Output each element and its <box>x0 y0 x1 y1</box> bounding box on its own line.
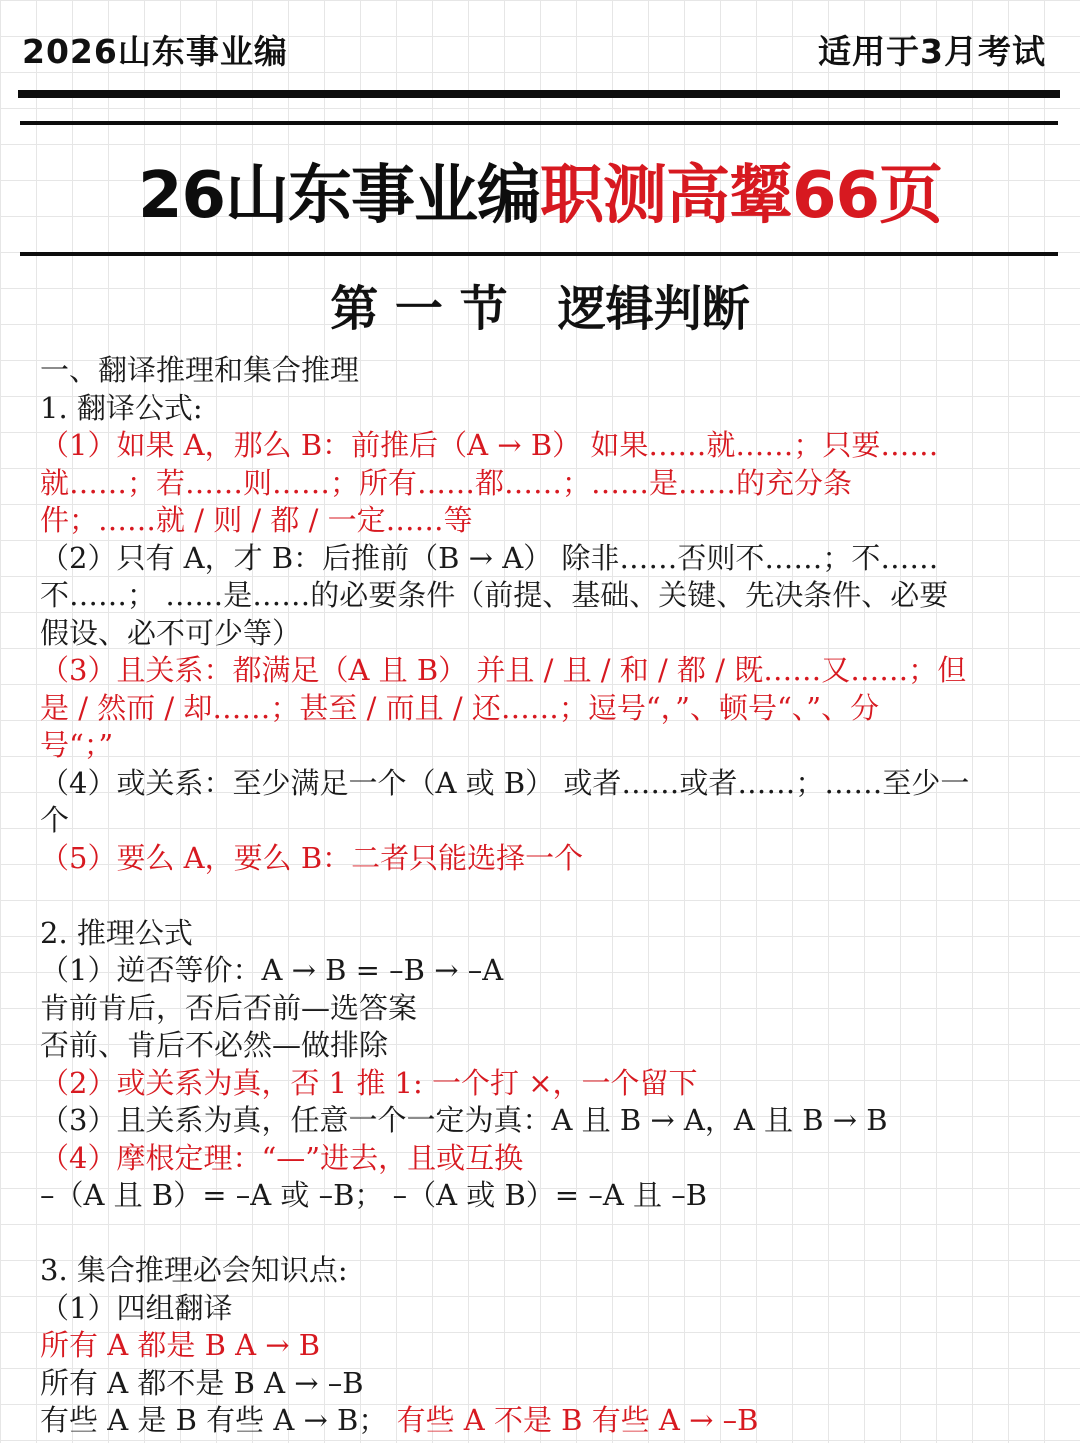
item-only-if-line1: （2）只有 A，才 B：后推前（B → A） 除非……否则不……；不…… <box>40 540 939 575</box>
item-either-or-line1: （5）要么 A，要么 B：二者只能选择一个 <box>40 840 584 875</box>
item-and-relation-line1: （3）且关系：都满足（A 且 B） 并且 / 且 / 和 / 都 / 既……又……；但 <box>40 653 967 687</box>
heading-translation-set-reasoning: 一、翻译推理和集合推理 <box>40 353 360 387</box>
title-rule <box>20 252 1058 256</box>
section-title: 第 一 节 逻辑判断 <box>330 281 750 337</box>
item-and-relation-line2: 是 / 然而 / 却……；甚至 / 而且 / 还……；逗号“，”、顿号“、”、分 <box>40 690 880 725</box>
item-de-morgan: （4）摩根定理：“—”进去，且或互换 <box>40 1140 524 1175</box>
item-contrapositive-note-a: 肯前肯后，否后否前—选答案 <box>40 990 418 1025</box>
content-body <box>40 352 1050 1440</box>
item-de-morgan-formula: –（A 且 B）= –A 或 –B； –（A 或 B）= –A 且 –B <box>40 1178 708 1212</box>
item-if-then-line3: 件；……就 / 则 / 都 / 一定……等 <box>40 503 473 537</box>
item-all-a-not-b: 所有 A 都不是 B A → –B <box>40 1365 364 1400</box>
item-and-true: （3）且关系为真，任意一个一定为真：A 且 B → A，A 且 B → B <box>40 1103 888 1137</box>
item-contrapositive: （1）逆否等价：A → B = –B → –A <box>40 953 504 987</box>
page-title-black: 26山东事业编 <box>137 159 540 233</box>
item-if-then-line2: 就……；若……则……；所有……都……；……是……的充分条 <box>40 465 853 500</box>
page-title <box>0 144 1080 236</box>
item-some-a-are-b: 有些 A 是 B 有些 A → B； <box>40 1403 388 1437</box>
header-left-label: 2026山东事业编 <box>22 32 288 71</box>
spacer <box>40 1215 1050 1253</box>
header-right-label: 适用于3月考试 <box>818 32 1046 71</box>
spacer <box>40 877 1050 915</box>
item-or-true: （2）或关系为真，否 1 推 1: 一个打 ×，一个留下 <box>40 1065 698 1100</box>
item-if-then-line1: （1）如果 A，那么 B：前推后（A → B） 如果……就……；只要…… <box>40 428 939 462</box>
subheading-translation-formulas: 1. 翻译公式: <box>40 390 203 425</box>
item-all-a-are-b: 所有 A 都是 B A → B <box>40 1328 321 1362</box>
item-or-relation-line1: （4）或关系：至少满足一个（A 或 B） 或者……或者……；……至少一 <box>40 765 970 800</box>
top-rule-thin <box>20 121 1058 125</box>
top-rule-thick <box>18 90 1060 98</box>
item-or-relation-line2: 个 <box>40 803 70 837</box>
subheading-set-reasoning: 3. 集合推理必会知识点: <box>40 1253 348 1287</box>
page-title-red: 职测高颦66页 <box>540 159 943 233</box>
item-some-a-b <box>40 1402 1050 1440</box>
item-some-a-not-b: 有些 A 不是 B 有些 A → –B <box>396 1403 759 1437</box>
item-contrapositive-note-b: 否前、肯后不必然—做排除 <box>40 1028 389 1062</box>
item-only-if-line3: 假设、必不可少等） <box>40 615 302 650</box>
item-only-if-line2: 不……； ……是……的必要条件（前提、基础、关键、先决条件、必要 <box>40 578 949 612</box>
subheading-reasoning-formulas: 2. 推理公式 <box>40 915 193 950</box>
item-and-relation-line3: 号“；” <box>40 728 114 762</box>
item-four-translations: （1）四组翻译 <box>40 1290 233 1325</box>
